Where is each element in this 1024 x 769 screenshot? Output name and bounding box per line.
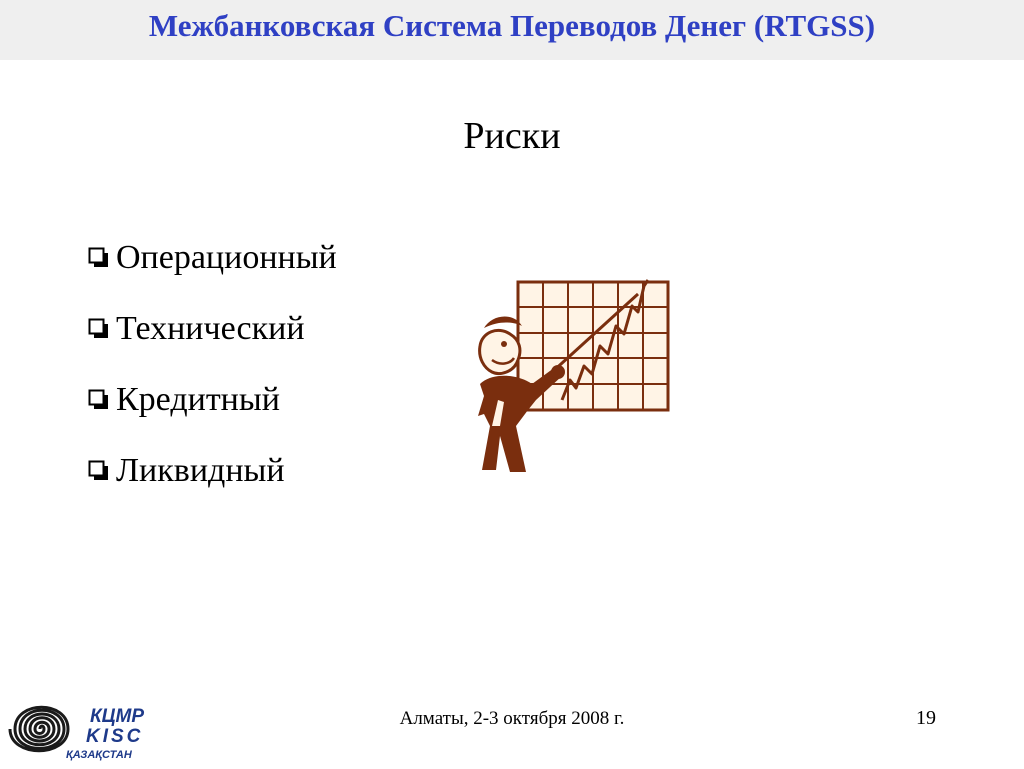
bullet-item — [88, 453, 337, 489]
bullet-label: Технический — [116, 310, 305, 347]
checkbox-icon — [88, 389, 110, 411]
checkbox-icon — [88, 247, 110, 269]
checkbox-icon — [88, 460, 110, 482]
slide-subtitle: Риски — [463, 115, 561, 157]
bullet-label: Кредитный — [116, 381, 280, 418]
checkbox-icon — [88, 318, 110, 340]
svg-text:КЦМР: КЦМР — [90, 706, 145, 727]
bullet-item — [88, 240, 337, 276]
bullet-label: Ликвидный — [116, 452, 285, 489]
bullet-item — [88, 311, 337, 347]
bullet-label: Операционный — [116, 239, 337, 276]
footer-date: Алматы, 2-3 октября 2008 г. — [399, 708, 625, 729]
bullet-item — [88, 382, 337, 418]
page-number: 19 — [916, 707, 936, 729]
svg-text:KISC: KISC — [86, 726, 144, 747]
svg-text:ҚАЗАҚСТАН: ҚАЗАҚСТАН — [66, 749, 132, 761]
slide-header-title: Межбанковская Система Переводов Денег (RTGSS) — [148, 8, 876, 43]
presenter-chart-clipart — [470, 276, 676, 476]
bullet-list — [88, 240, 337, 524]
